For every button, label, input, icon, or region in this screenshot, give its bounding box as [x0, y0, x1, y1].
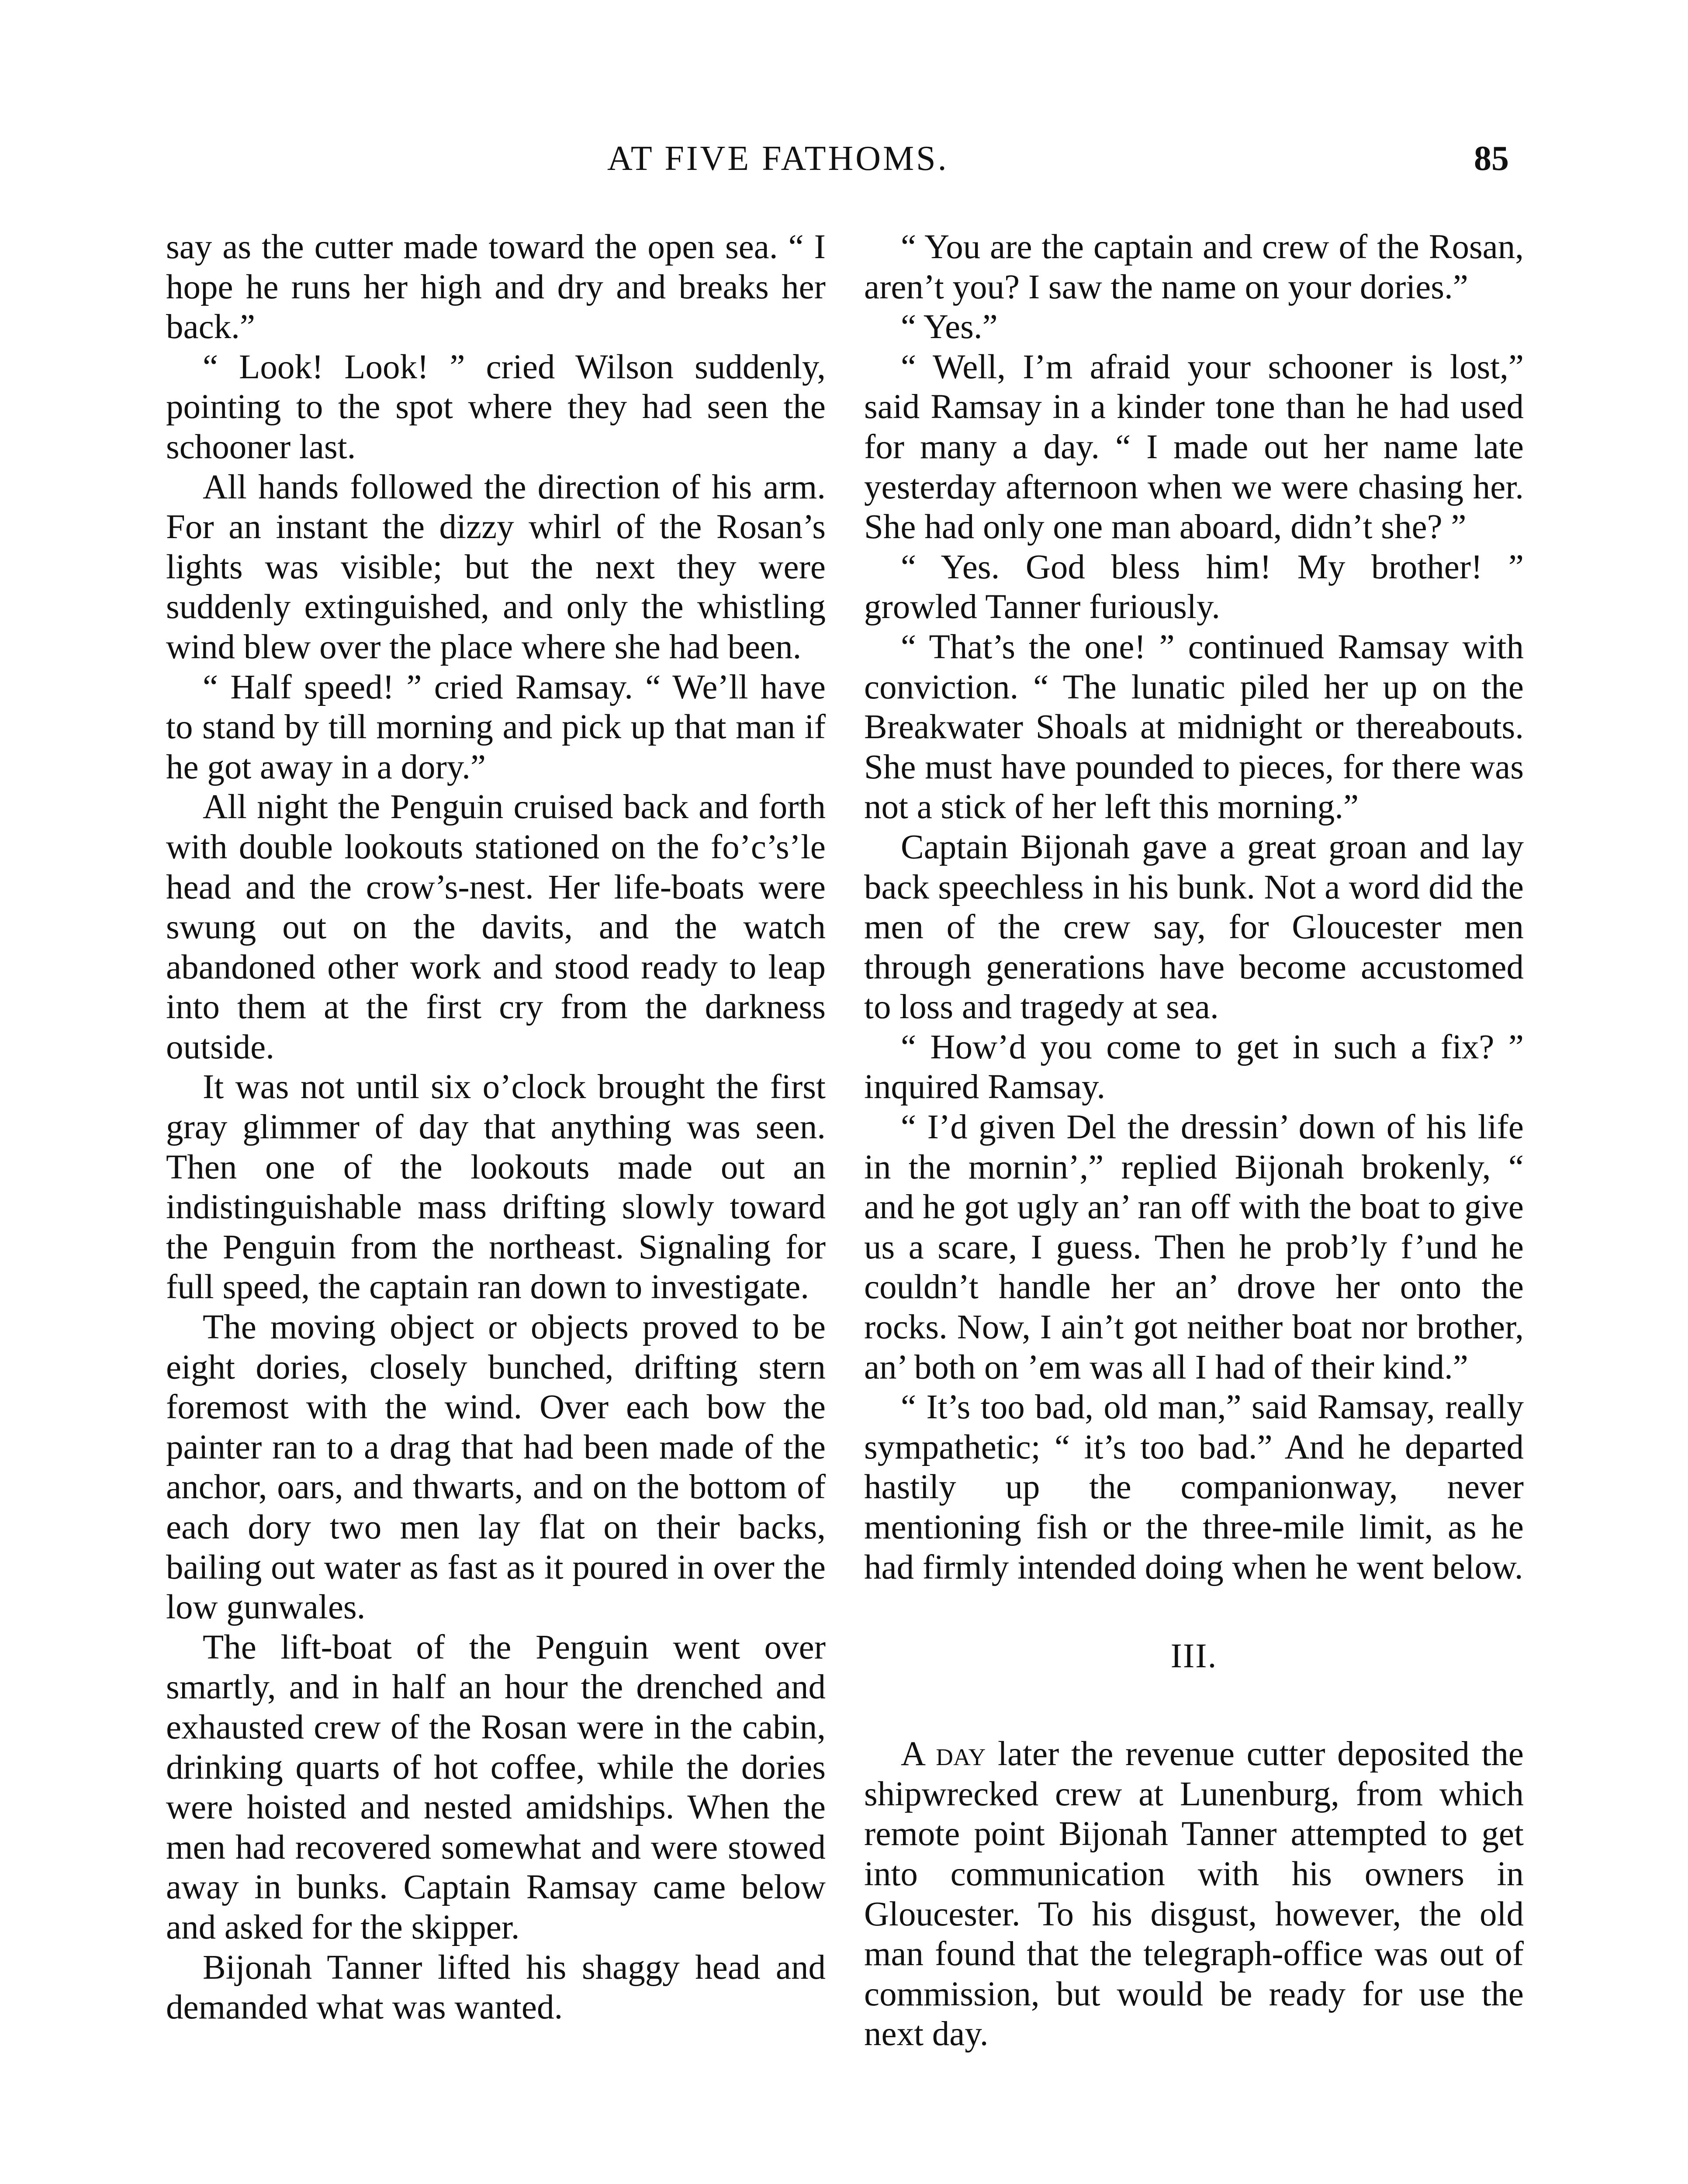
section-opening-paragraph — [864, 1734, 1524, 2054]
paragraph: “ That’s the one! ” continued Ramsay with conviction. “ The lunatic piled her up on the Breakwater Shoals at midnight or thereabouts. She must have pounded to pieces, for there was not a stick of her left this morning.” — [864, 628, 1524, 826]
paragraph: It was not until six o’clock brought the first gray glimmer of day that anything was seen. Then one of the lookouts made out an indistinguishable mass drifting slowly toward the Penguin from the northeast. Signaling for full speed, the captain ran down to investigate. — [166, 1068, 826, 1306]
paragraph: Bijonah Tanner lifted his shaggy head and demanded what was wanted. — [166, 1948, 826, 2027]
paragraph: All night the Penguin cruised back and forth with double lookouts stationed on the fo’c’s’le head and the crow’s-nest. Her life-boats were swung out on the davits, and the watch abandoned other work and stood ready to leap into them at the first cry from the darkness outside. — [166, 788, 826, 1066]
right-column — [864, 227, 1524, 2054]
paragraph: “ Look! Look! ” cried Wilson suddenly, pointing to the spot where they had seen the schooner last. — [166, 348, 826, 466]
left-column — [166, 227, 826, 2028]
paragraph: “ Well, I’m afraid your schooner is lost,” said Ramsay in a kinder tone than he had used for many a day. “ I made out her name late yesterday afternoon when we were chasing her. She had only one man aboard, didn’t she? ” — [864, 348, 1524, 546]
paragraph: “ Half speed! ” cried Ramsay. “ We’ll have to stand by till morning and pick up that man if he got away in a dory.” — [166, 668, 826, 786]
running-title: AT FIVE FATHOMS. — [607, 139, 949, 178]
paragraph: Captain Bijonah gave a great groan and lay back speechless in his bunk. Not a word did the men of the crew say, for Gloucester men through generations have become accustomed to loss and tragedy at sea. — [864, 828, 1524, 1026]
page-number: 85 — [1474, 139, 1509, 178]
paragraph: “ How’d you come to get in such a fix? ” inquired Ramsay. — [864, 1028, 1524, 1106]
paragraph: All hands followed the direction of his arm. For an instant the dizzy whirl of the Rosan’s lights was visible; but the next they were suddenly extinguished, and only the whistling wind blew over the place where she had been. — [166, 468, 826, 666]
section-heading: III. — [1170, 1637, 1218, 1676]
paragraph: “ Yes.” — [901, 308, 998, 346]
small-caps-opening: A day — [901, 1735, 986, 1773]
paragraph: “ You are the captain and crew of the Rosan, aren’t you? I saw the name on your dories.” — [864, 228, 1524, 306]
paragraph-text: later the revenue cutter deposited the shipwrecked crew at Lunenburg, from which remote point Bijonah Tanner attempted to get into communication with his owners in Gloucester. To his disgust, however, the old man found that the telegraph-office was out of commission, but would be ready for use the next day. — [864, 1735, 1524, 2053]
paragraph: “ I’d given Del the dressin’ down of his life in the mornin’,” replied Bijonah brokenly, “ and he got ugly an’ ran off with the boat to give us a scare, I guess. Then he prob’ly f’und he couldn’t handle her an’ drove her onto the rocks. Now, I ain’t got neither boat nor brother, an’ both on ’em was all I had of their kind.” — [864, 1108, 1524, 1386]
paragraph: say as the cutter made toward the open sea. “ I hope he runs her high and dry and breaks her back.” — [166, 228, 826, 346]
paragraph: “ Yes. God bless him! My brother! ” growled Tanner furiously. — [864, 548, 1524, 626]
running-head — [0, 139, 1688, 187]
paragraph: “ It’s too bad, old man,” said Ramsay, really sympathetic; “ it’s too bad.” And he departed hastily up the companionway, never mentioning fish or the three-mile limit, as he had firmly intended doing when he went below. — [864, 1388, 1524, 1586]
paragraph: The moving object or objects proved to be eight dories, closely bunched, drifting stern foremost with the wind. Over each bow the painter ran to a drag that had been made of the anchor, oars, and thwarts, and on the bottom of each dory two men lay flat on their backs, bailing out water as fast as it poured in over the low gunwales. — [166, 1308, 826, 1627]
paragraph: The lift-boat of the Penguin went over smartly, and in half an hour the drenched and exhausted crew of the Rosan were in the cabin, drinking quarts of hot coffee, while the dories were hoisted and nested amidships. When the men had recovered somewhat and were stowed away in bunks. Captain Ramsay came below and asked for the skipper. — [166, 1628, 826, 1946]
